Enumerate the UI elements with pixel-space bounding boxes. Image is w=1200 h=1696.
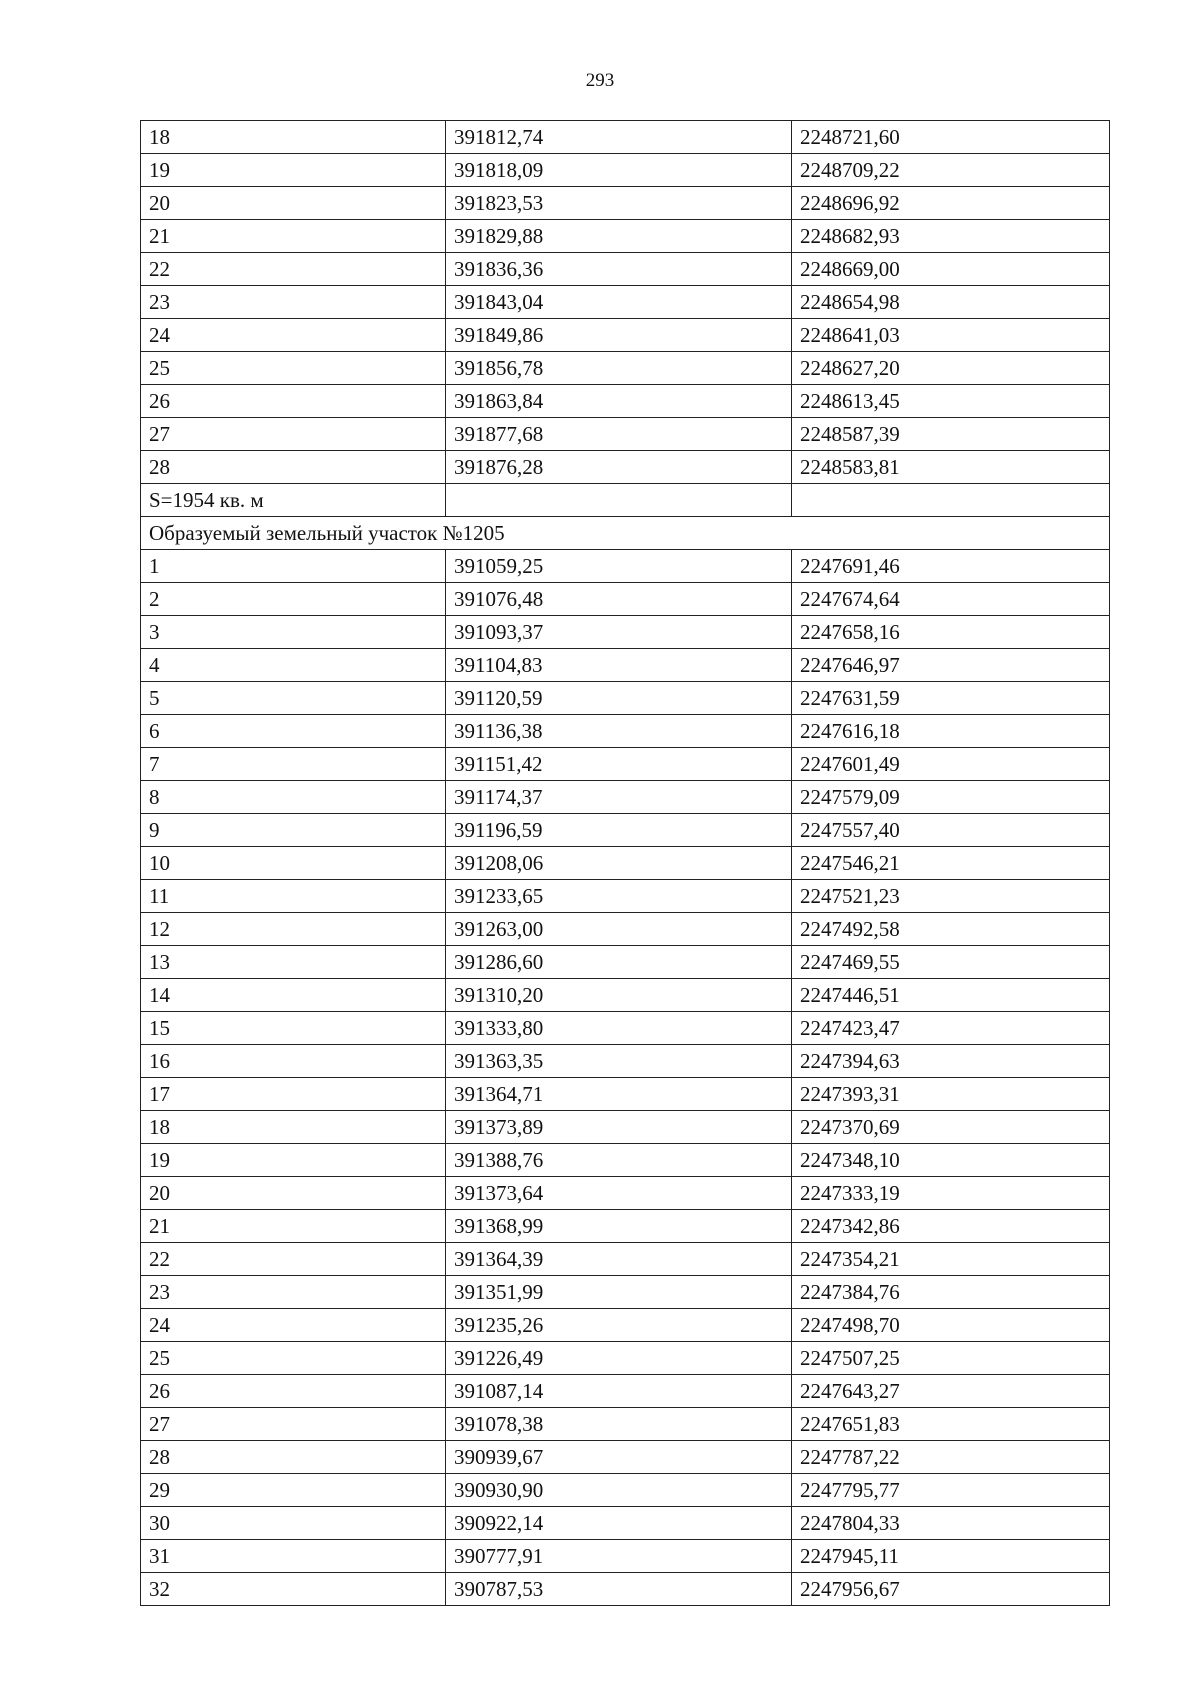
x-coordinate-cell: 391368,99 bbox=[446, 1210, 792, 1243]
table-row bbox=[141, 1507, 1110, 1540]
y-coordinate-cell: 2247945,11 bbox=[792, 1540, 1110, 1573]
table-row bbox=[141, 1210, 1110, 1243]
table-row bbox=[141, 715, 1110, 748]
point-number-cell: 17 bbox=[141, 1078, 446, 1111]
y-coordinate-cell: 2247546,21 bbox=[792, 847, 1110, 880]
point-number-cell: 4 bbox=[141, 649, 446, 682]
x-coordinate-cell: 391059,25 bbox=[446, 550, 792, 583]
y-coordinate-cell: 2248641,03 bbox=[792, 319, 1110, 352]
table-row bbox=[141, 814, 1110, 847]
table-row bbox=[141, 781, 1110, 814]
point-number-cell: 25 bbox=[141, 1342, 446, 1375]
y-coordinate-cell: 2247384,76 bbox=[792, 1276, 1110, 1309]
x-coordinate-cell: 390930,90 bbox=[446, 1474, 792, 1507]
table-row bbox=[141, 451, 1110, 484]
x-coordinate-cell: 391136,38 bbox=[446, 715, 792, 748]
y-coordinate-cell: 2247446,51 bbox=[792, 979, 1110, 1012]
x-coordinate-cell: 391829,88 bbox=[446, 220, 792, 253]
table-row bbox=[141, 1111, 1110, 1144]
x-coordinate-cell: 391333,80 bbox=[446, 1012, 792, 1045]
point-number-cell: 18 bbox=[141, 121, 446, 154]
table-row bbox=[141, 1177, 1110, 1210]
point-number-cell: 16 bbox=[141, 1045, 446, 1078]
point-number-cell: 28 bbox=[141, 451, 446, 484]
table-row bbox=[141, 319, 1110, 352]
y-coordinate-cell: 2248669,00 bbox=[792, 253, 1110, 286]
table-row bbox=[141, 187, 1110, 220]
point-number-cell: 15 bbox=[141, 1012, 446, 1045]
y-coordinate-cell: 2247579,09 bbox=[792, 781, 1110, 814]
x-coordinate-cell: 391310,20 bbox=[446, 979, 792, 1012]
y-coordinate-cell: 2247348,10 bbox=[792, 1144, 1110, 1177]
point-number-cell: 2 bbox=[141, 583, 446, 616]
x-coordinate-cell: 391286,60 bbox=[446, 946, 792, 979]
area-cell: S=1954 кв. м bbox=[141, 484, 446, 517]
x-coordinate-cell: 391849,86 bbox=[446, 319, 792, 352]
table-row bbox=[141, 1309, 1110, 1342]
table-row bbox=[141, 286, 1110, 319]
y-coordinate-cell: 2248627,20 bbox=[792, 352, 1110, 385]
x-coordinate-cell: 391818,09 bbox=[446, 154, 792, 187]
table-row bbox=[141, 1540, 1110, 1573]
x-coordinate-cell: 391263,00 bbox=[446, 913, 792, 946]
table-row bbox=[141, 616, 1110, 649]
y-coordinate-cell: 2248583,81 bbox=[792, 451, 1110, 484]
table-row bbox=[141, 748, 1110, 781]
point-number-cell: 8 bbox=[141, 781, 446, 814]
y-coordinate-cell: 2247557,40 bbox=[792, 814, 1110, 847]
table-row bbox=[141, 1012, 1110, 1045]
y-coordinate-cell: 2247795,77 bbox=[792, 1474, 1110, 1507]
y-coordinate-cell: 2247354,21 bbox=[792, 1243, 1110, 1276]
section-heading-cell: Образуемый земельный участок №1205 bbox=[141, 517, 1110, 550]
table-row bbox=[141, 418, 1110, 451]
x-coordinate-cell: 391093,37 bbox=[446, 616, 792, 649]
empty-cell bbox=[446, 484, 792, 517]
table-row bbox=[141, 154, 1110, 187]
x-coordinate-cell: 391174,37 bbox=[446, 781, 792, 814]
table-row bbox=[141, 583, 1110, 616]
y-coordinate-cell: 2247616,18 bbox=[792, 715, 1110, 748]
x-coordinate-cell: 391078,38 bbox=[446, 1408, 792, 1441]
table-row bbox=[141, 1375, 1110, 1408]
point-number-cell: 19 bbox=[141, 1144, 446, 1177]
y-coordinate-cell: 2247333,19 bbox=[792, 1177, 1110, 1210]
point-number-cell: 10 bbox=[141, 847, 446, 880]
y-coordinate-cell: 2247498,70 bbox=[792, 1309, 1110, 1342]
table-row bbox=[141, 682, 1110, 715]
table-row bbox=[141, 913, 1110, 946]
x-coordinate-cell: 391226,49 bbox=[446, 1342, 792, 1375]
y-coordinate-cell: 2247646,97 bbox=[792, 649, 1110, 682]
point-number-cell: 12 bbox=[141, 913, 446, 946]
y-coordinate-cell: 2247956,67 bbox=[792, 1573, 1110, 1606]
table-row bbox=[141, 385, 1110, 418]
x-coordinate-cell: 391856,78 bbox=[446, 352, 792, 385]
table-row bbox=[141, 1243, 1110, 1276]
point-number-cell: 22 bbox=[141, 1243, 446, 1276]
y-coordinate-cell: 2248613,45 bbox=[792, 385, 1110, 418]
table-row bbox=[141, 1276, 1110, 1309]
table-row bbox=[141, 1144, 1110, 1177]
x-coordinate-cell: 391364,39 bbox=[446, 1243, 792, 1276]
point-number-cell: 11 bbox=[141, 880, 446, 913]
empty-cell bbox=[792, 484, 1110, 517]
point-number-cell: 14 bbox=[141, 979, 446, 1012]
coordinates-table-body bbox=[141, 121, 1110, 1606]
point-number-cell: 20 bbox=[141, 187, 446, 220]
table-row bbox=[141, 220, 1110, 253]
x-coordinate-cell: 391863,84 bbox=[446, 385, 792, 418]
x-coordinate-cell: 391087,14 bbox=[446, 1375, 792, 1408]
x-coordinate-cell: 390939,67 bbox=[446, 1441, 792, 1474]
point-number-cell: 5 bbox=[141, 682, 446, 715]
x-coordinate-cell: 391388,76 bbox=[446, 1144, 792, 1177]
x-coordinate-cell: 390787,53 bbox=[446, 1573, 792, 1606]
x-coordinate-cell: 391823,53 bbox=[446, 187, 792, 220]
point-number-cell: 20 bbox=[141, 1177, 446, 1210]
x-coordinate-cell: 391373,89 bbox=[446, 1111, 792, 1144]
x-coordinate-cell: 391363,35 bbox=[446, 1045, 792, 1078]
coordinates-table bbox=[140, 120, 1110, 1606]
x-coordinate-cell: 391843,04 bbox=[446, 286, 792, 319]
y-coordinate-cell: 2247492,58 bbox=[792, 913, 1110, 946]
point-number-cell: 3 bbox=[141, 616, 446, 649]
y-coordinate-cell: 2247521,23 bbox=[792, 880, 1110, 913]
x-coordinate-cell: 391351,99 bbox=[446, 1276, 792, 1309]
point-number-cell: 18 bbox=[141, 1111, 446, 1144]
x-coordinate-cell: 391373,64 bbox=[446, 1177, 792, 1210]
point-number-cell: 22 bbox=[141, 253, 446, 286]
x-coordinate-cell: 391235,26 bbox=[446, 1309, 792, 1342]
y-coordinate-cell: 2247507,25 bbox=[792, 1342, 1110, 1375]
x-coordinate-cell: 391151,42 bbox=[446, 748, 792, 781]
y-coordinate-cell: 2248587,39 bbox=[792, 418, 1110, 451]
point-number-cell: 9 bbox=[141, 814, 446, 847]
table-row bbox=[141, 253, 1110, 286]
point-number-cell: 28 bbox=[141, 1441, 446, 1474]
point-number-cell: 26 bbox=[141, 385, 446, 418]
point-number-cell: 27 bbox=[141, 418, 446, 451]
x-coordinate-cell: 391104,83 bbox=[446, 649, 792, 682]
table-row bbox=[141, 649, 1110, 682]
x-coordinate-cell: 391196,59 bbox=[446, 814, 792, 847]
point-number-cell: 32 bbox=[141, 1573, 446, 1606]
table-row bbox=[141, 352, 1110, 385]
x-coordinate-cell: 391876,28 bbox=[446, 451, 792, 484]
x-coordinate-cell: 391120,59 bbox=[446, 682, 792, 715]
point-number-cell: 1 bbox=[141, 550, 446, 583]
y-coordinate-cell: 2247393,31 bbox=[792, 1078, 1110, 1111]
y-coordinate-cell: 2247342,86 bbox=[792, 1210, 1110, 1243]
y-coordinate-cell: 2247651,83 bbox=[792, 1408, 1110, 1441]
x-coordinate-cell: 391076,48 bbox=[446, 583, 792, 616]
point-number-cell: 23 bbox=[141, 1276, 446, 1309]
table-row bbox=[141, 1573, 1110, 1606]
point-number-cell: 19 bbox=[141, 154, 446, 187]
y-coordinate-cell: 2248709,22 bbox=[792, 154, 1110, 187]
x-coordinate-cell: 391208,06 bbox=[446, 847, 792, 880]
point-number-cell: 13 bbox=[141, 946, 446, 979]
x-coordinate-cell: 391877,68 bbox=[446, 418, 792, 451]
point-number-cell: 7 bbox=[141, 748, 446, 781]
x-coordinate-cell: 390777,91 bbox=[446, 1540, 792, 1573]
x-coordinate-cell: 390922,14 bbox=[446, 1507, 792, 1540]
point-number-cell: 23 bbox=[141, 286, 446, 319]
x-coordinate-cell: 391836,36 bbox=[446, 253, 792, 286]
area-row bbox=[141, 484, 1110, 517]
y-coordinate-cell: 2247601,49 bbox=[792, 748, 1110, 781]
y-coordinate-cell: 2247469,55 bbox=[792, 946, 1110, 979]
y-coordinate-cell: 2247423,47 bbox=[792, 1012, 1110, 1045]
table-row bbox=[141, 121, 1110, 154]
y-coordinate-cell: 2247370,69 bbox=[792, 1111, 1110, 1144]
point-number-cell: 24 bbox=[141, 319, 446, 352]
page-number: 293 bbox=[585, 70, 615, 91]
table-row bbox=[141, 1342, 1110, 1375]
table-row bbox=[141, 1474, 1110, 1507]
table-row bbox=[141, 550, 1110, 583]
point-number-cell: 21 bbox=[141, 1210, 446, 1243]
y-coordinate-cell: 2247691,46 bbox=[792, 550, 1110, 583]
x-coordinate-cell: 391812,74 bbox=[446, 121, 792, 154]
table-row bbox=[141, 946, 1110, 979]
table-row bbox=[141, 1441, 1110, 1474]
y-coordinate-cell: 2247631,59 bbox=[792, 682, 1110, 715]
table-row bbox=[141, 1045, 1110, 1078]
y-coordinate-cell: 2247658,16 bbox=[792, 616, 1110, 649]
y-coordinate-cell: 2248721,60 bbox=[792, 121, 1110, 154]
x-coordinate-cell: 391233,65 bbox=[446, 880, 792, 913]
point-number-cell: 26 bbox=[141, 1375, 446, 1408]
table-row bbox=[141, 847, 1110, 880]
y-coordinate-cell: 2247643,27 bbox=[792, 1375, 1110, 1408]
point-number-cell: 25 bbox=[141, 352, 446, 385]
section-heading-row bbox=[141, 517, 1110, 550]
point-number-cell: 31 bbox=[141, 1540, 446, 1573]
y-coordinate-cell: 2247804,33 bbox=[792, 1507, 1110, 1540]
y-coordinate-cell: 2247787,22 bbox=[792, 1441, 1110, 1474]
y-coordinate-cell: 2247394,63 bbox=[792, 1045, 1110, 1078]
point-number-cell: 30 bbox=[141, 1507, 446, 1540]
point-number-cell: 27 bbox=[141, 1408, 446, 1441]
table-row bbox=[141, 1408, 1110, 1441]
x-coordinate-cell: 391364,71 bbox=[446, 1078, 792, 1111]
point-number-cell: 29 bbox=[141, 1474, 446, 1507]
table-row bbox=[141, 1078, 1110, 1111]
table-row bbox=[141, 880, 1110, 913]
y-coordinate-cell: 2248682,93 bbox=[792, 220, 1110, 253]
point-number-cell: 21 bbox=[141, 220, 446, 253]
y-coordinate-cell: 2248654,98 bbox=[792, 286, 1110, 319]
point-number-cell: 6 bbox=[141, 715, 446, 748]
table-row bbox=[141, 979, 1110, 1012]
point-number-cell: 24 bbox=[141, 1309, 446, 1342]
y-coordinate-cell: 2247674,64 bbox=[792, 583, 1110, 616]
y-coordinate-cell: 2248696,92 bbox=[792, 187, 1110, 220]
